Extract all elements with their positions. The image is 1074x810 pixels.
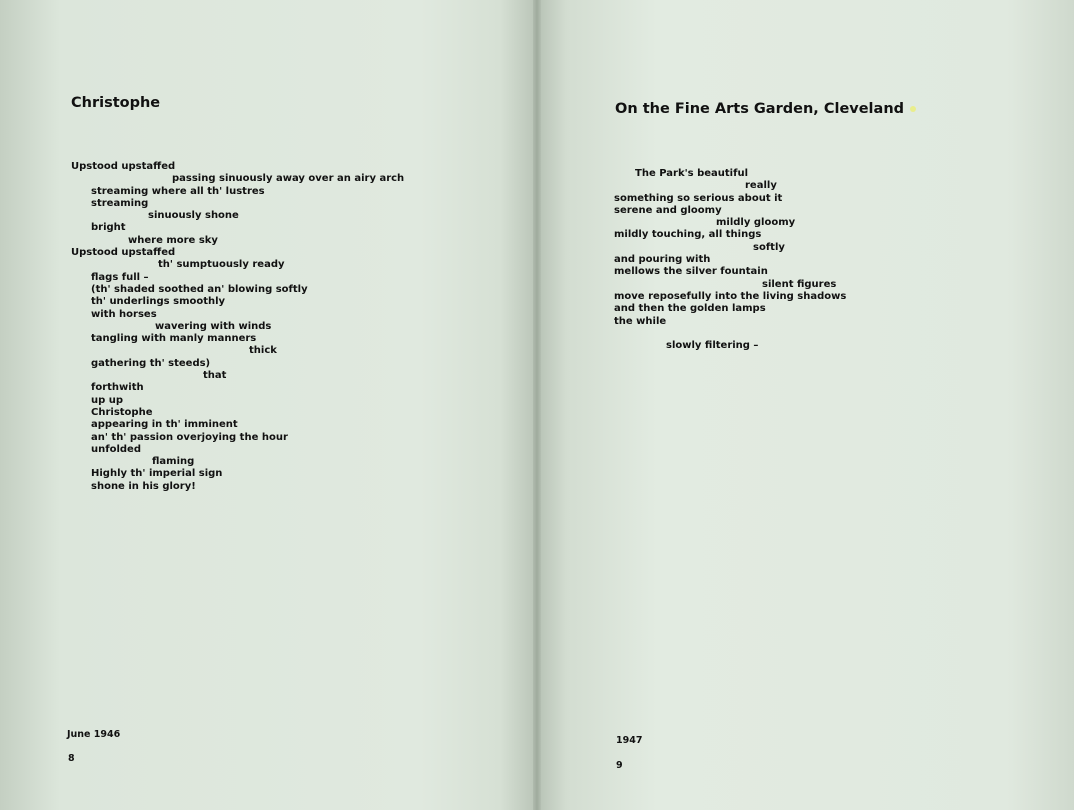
poem-line: up up (91, 394, 124, 406)
poem-line: mildly touching, all things (614, 229, 762, 241)
poem-line: serene and gloomy (614, 204, 722, 216)
poem-line: appearing in th' imminent (91, 419, 238, 431)
poem-line: with horses (91, 308, 157, 320)
left-page-date: June 1946 (67, 729, 121, 740)
poem-line: forthwith (91, 382, 144, 394)
poem-line: bright (91, 222, 126, 234)
poem-line: mellows the silver fountain (614, 266, 768, 278)
poem-line: flags full – (91, 271, 149, 283)
poem-line: and pouring with (614, 254, 711, 266)
poem-line: Christophe (91, 406, 153, 418)
poem-line: (th' shaded soothed an' blowing softly (91, 283, 308, 295)
poem-line: thick (249, 345, 277, 357)
christophe-poem (71, 161, 404, 493)
right-page-number: 9 (616, 760, 623, 771)
poem-line: that (203, 370, 227, 382)
poem-line: wavering with winds (155, 320, 272, 332)
poem-line: sinuously shone (148, 210, 239, 222)
poem-line: shone in his glory! (91, 480, 196, 492)
left-page-number: 8 (68, 753, 75, 764)
poem-line: Upstood upstaffed (71, 247, 176, 259)
poem-line: mildly gloomy (716, 217, 796, 229)
ink-spot-icon (910, 106, 916, 112)
poem-line: passing sinuously away over an airy arch (172, 173, 405, 185)
poem-line: flaming (152, 456, 195, 468)
poem-line: where more sky (128, 234, 218, 246)
poem-line: Highly th' imperial sign (91, 468, 223, 480)
poem-line: softly (753, 241, 785, 253)
poem-line: streaming where all th' lustres (91, 185, 265, 197)
poem-line: The Park's beautiful (635, 168, 749, 179)
right-page-title (615, 101, 916, 117)
right-page (537, 0, 1074, 810)
poem-line: gathering th' steeds) (91, 357, 211, 369)
poem-line: slowly filtering – (666, 340, 759, 352)
right-page-date: 1947 (616, 735, 643, 746)
poem-line: really (745, 180, 777, 192)
poem-line: silent figures (762, 278, 837, 290)
poem-line: and then the golden lamps (614, 303, 766, 315)
poem-line: streaming (91, 197, 149, 209)
poem-line: Upstood upstaffed (71, 161, 176, 172)
poem-line: tangling with manly manners (91, 333, 257, 345)
fine-arts-garden-poem (614, 168, 846, 352)
poem-line: th' underlings smoothly (91, 296, 226, 308)
book-gutter (533, 0, 541, 810)
poem-line: unfolded (91, 443, 141, 455)
poem-line: th' sumptuously ready (158, 259, 285, 271)
poem-line: the while (614, 315, 667, 327)
poem-blank-line (614, 328, 846, 340)
left-page-title: Christophe (71, 95, 161, 111)
poem-line: something so serious about it (614, 192, 783, 204)
right-page-title-text: On the Fine Arts Garden, Cleveland (615, 101, 905, 117)
poem-line: move reposefully into the living shadows (614, 290, 847, 302)
poem-line: an' th' passion overjoying the hour (91, 431, 288, 443)
